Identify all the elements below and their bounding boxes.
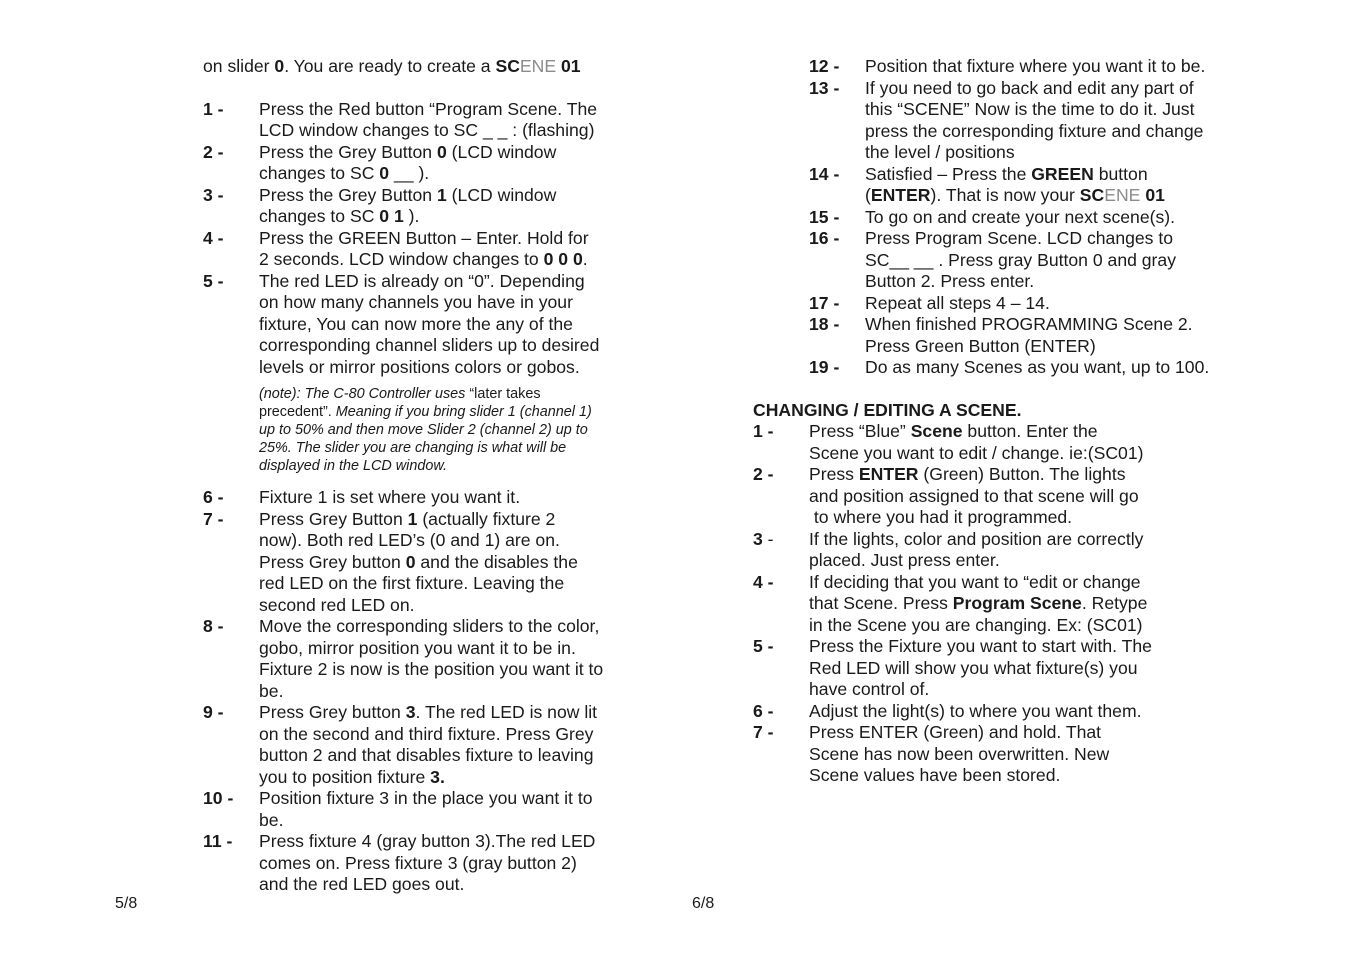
edit-step-3: 3 - If the lights, color and position are correctly placed. Just press enter. [753, 528, 1144, 570]
step-2: 2 - Press the Grey Button 0 (LCD window changes to SC 0 __ ). [203, 141, 557, 183]
step-16: 16 - Press Program Scene. LCD changes to SC__ __ . Press gray Button 0 and gray Button 2. Press enter. [809, 228, 1177, 291]
step-3: 3 - Press the Grey Button 1 (LCD window changes to SC 0 1 ). [203, 184, 557, 226]
step-15: 15 - To go on and create your next scene(s). [809, 206, 1176, 227]
step-10: 10 - Position fixture 3 in the place you want it to be. [203, 788, 593, 830]
step-9: 9 - Press Grey button 3. The red LED is now lit on the second and third fixture. Press Grey button 2 and that disables fixture to leaving you to position fixture 3. [203, 702, 598, 787]
program-steps-list-continued [203, 487, 643, 896]
edit-step-4: 4 - If deciding that you want to “edit or change that Scene. Press Program Scene. Retype in the Scene you are changing. Ex: (SC01) [753, 571, 1148, 635]
edit-step-2: 2 - Press ENTER (Green) Button. The lights and position assigned to that scene will go to where you had it programmed. [753, 464, 1139, 527]
step-6: 6 - Fixture 1 is set where you want it. [203, 487, 521, 507]
step-1: 1 - Press the Red button “Program Scene. The LCD window changes to SC _ _ : (flashing) [203, 98, 598, 140]
precedence-note: (note): The C-80 Controller uses “later takes precedent”. Meaning if you bring slider 1 (channel 1) up to 50% and then move Slider 2 (channel 2) up to 25%. The slider you are changing is what will be displayed in the LCD window. [259, 386, 592, 474]
program-steps-list-right [809, 56, 1293, 379]
intro-line: on slider 0. You are ready to create a SCENE 01 [203, 56, 581, 76]
edit-step-5: 5 - Press the Fixture you want to start with. The Red LED will show you what fixture(s) you have control of. [753, 636, 1152, 699]
program-steps-list [203, 99, 643, 379]
step-11: 11 - Press fixture 4 (gray button 3).The red LED comes on. Press fixture 3 (gray button 2) and the red LED goes out. [203, 831, 596, 894]
step-19: 19 - Do as many Scenes as you want, up to 100. [809, 357, 1210, 377]
edit-step-1: 1 - Press “Blue” Scene button. Enter the Scene you want to edit / change. ie:(SC01) [753, 421, 1144, 463]
step-18: 18 - When finished PROGRAMMING Scene 2. Press Green Button (ENTER) [809, 314, 1193, 356]
page-number-left: 5/8 [115, 895, 138, 912]
right-page [753, 56, 1293, 787]
step-12: 12 - Position that fixture where you want it to be. [809, 56, 1206, 76]
step-4: 4 - Press the GREEN Button – Enter. Hold for 2 seconds. LCD window changes to 0 0 0. [203, 227, 589, 269]
step-13: 13 - If you need to go back and edit any part of this “SCENE” Now is the time to do it. Just press the corresponding fixture and change the level / positions [809, 77, 1204, 162]
left-page [203, 56, 643, 896]
step-17: 17 - Repeat all steps 4 – 14. [809, 292, 1050, 313]
section-heading: CHANGING / EDITING A SCENE. [753, 399, 1022, 420]
step-8: 8 - Move the corresponding sliders to the color, gobo, mirror position you want it to be in. Fixture 2 is now is the position you want it to be. [203, 616, 604, 701]
step-7: 7 - Press Grey Button 1 (actually fixture 2 now). Both red LED’s (0 and 1) are on. Press Grey button 0 and the disables the red LED on the first fixture. Leaving the second red LED on. [203, 508, 578, 615]
edit-step-6: 6 - Adjust the light(s) to where you want them. [753, 700, 1142, 721]
edit-step-7: 7 - Press ENTER (Green) and hold. That Scene has now been overwritten. New Scene values have been stored. [753, 722, 1110, 785]
step-14: 14 - Satisfied – Press the GREEN button (ENTER). That is now your SCENE 01 [809, 163, 1165, 205]
page-number-right: 6/8 [692, 895, 715, 912]
edit-steps-list [753, 421, 1293, 787]
step-5: 5 - The red LED is already on “0”. Depending on how many channels you have in your fixture, You can now more the any of the corresponding channel sliders up to desired levels or mirror positions colors or gobos. [203, 270, 600, 377]
